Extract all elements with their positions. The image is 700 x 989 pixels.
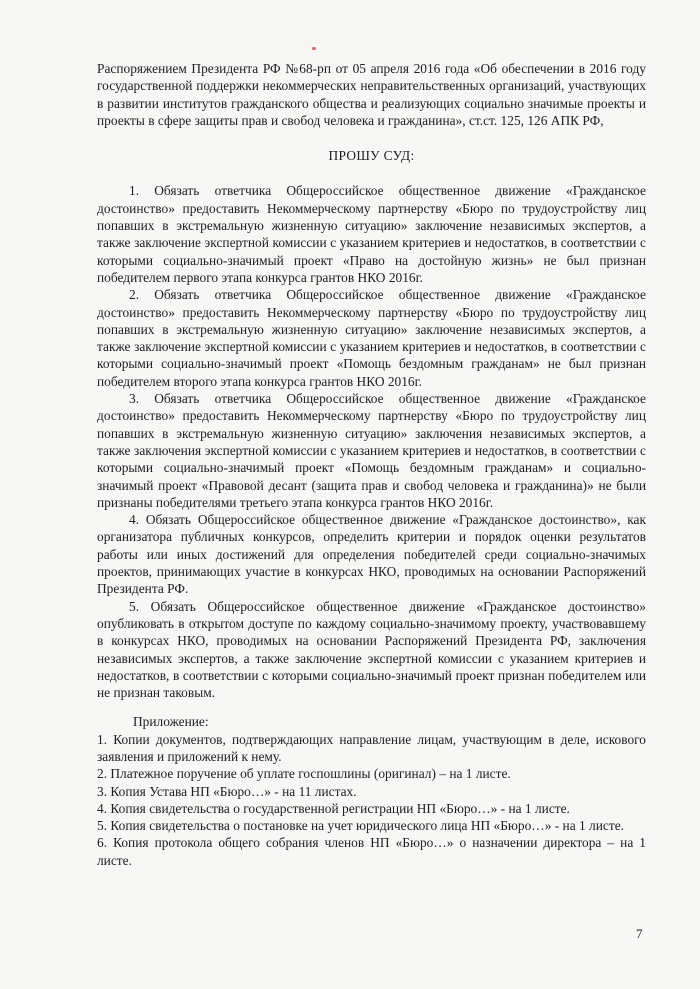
ink-mark [312,47,316,50]
appendix-item-4: 4. Копия свидетельства о государственной регистрации НП «Бюро…» - на 1 листе. [97,800,570,816]
appendix-item-1: 1. Копии документов, подтверждающих направление лицам, участвующим в деле, искового заявления и приложений к нему. [97,731,646,764]
request-item-2: 2. Обязать ответчика Общероссийское общественное движение «Гражданское достоинство» предоставить Некоммерческому партнерству «Бюро по трудоустройству лиц попавших в экстремальную жизненную ситуацию» заключение независимых экспертов, а также заключение экспертной комиссии с указанием критериев и недостатков, в соответствии с которыми социально-значимый проект «Помощь бездомным гражданам» не был признан победителем второго этапа конкурса грантов НКО 2016г. [97,287,646,389]
request-item-4: 4. Обязать Общероссийское общественное движение «Гражданское достоинство», как организатора публичных конкурсов, определить критерии и порядок оценки результатов работы или иных достижений для определения победителей среди социально-значимых проектов, принимающих участие в конкурсах НКО, проводимых на основании Распоряжений Президента РФ. [97,512,646,597]
appendix-item-2: 2. Платежное поручение об уплате госпошлины (оригинал) – на 1 листе. [97,766,511,782]
request-heading: ПРОШУ СУД: [328,148,415,164]
appendix-title: Приложение: [133,714,209,730]
appendix-item-3: 3. Копия Устава НП «Бюро…» - на 11 листах. [97,783,357,799]
intro-paragraph: Распоряжением Президента РФ №68-рп от 05 апреля 2016 года «Об обеспечении в 2016 году государственной поддержки некоммерческих неправительственных организаций, участвующих в развитии институтов гражданского общества и реализующих социально значимые проекты и проекты в сфере защиты прав и свобод человека и гражданина», ст.ст. 125, 126 АПК РФ, [97,61,646,128]
appendix-item-6: 6. Копия протокола общего собрания членов НП «Бюро…» о назначении директора – на 1 листе. [97,835,646,868]
request-item-1: 1. Обязать ответчика Общероссийское общественное движение «Гражданское достоинство» предоставить Некоммерческому партнерству «Бюро по трудоустройству лиц попавших в экстремальную жизненную ситуацию» заключение независимых экспертов, а также заключение экспертной комиссии с указанием критериев и недостатков, в соответствии с которыми социально-значимый проект «Право на достойную жизнь» не был признан победителем первого этапа конкурса грантов НКО 2016г. [97,183,646,285]
request-item-5: 5. Обязать Общероссийское общественное движение «Гражданское достоинство» опубликовать в открытом доступе по каждому социально-значимому проекту, участвовавшему в конкурсах НКО, проводимых на основании Распоряжений Президента РФ, заключения независимых экспертов, а также заключение экспертной комиссии с указанием критериев и недостатков, в соответствии с которыми социально-значимый проект признан победителем или не признан таковым. [97,598,646,701]
appendix-item-5: 5. Копия свидетельства о постановке на учет юридического лица НП «Бюро…» - на 1 листе. [97,818,624,834]
page-number: 7 [636,926,643,941]
request-item-3: 3. Обязать ответчика Общероссийское общественное движение «Гражданское достоинство» предоставить Некоммерческому партнерству «Бюро по трудоустройству лиц попавших в экстремальную жизненную ситуацию» заключения независимых экспертов, а также заключения экспертной комиссии с указанием критериев и недостатков, в соответствии с которыми социально-значимый проект «Помощь бездомным гражданам» и социально-значимый проект «Правовой десант (защита прав и свобод человека и гражданина)» не были признаны победителями третьего этапа конкурса грантов НКО 2016г. [97,391,646,510]
document-body [97,60,646,869]
